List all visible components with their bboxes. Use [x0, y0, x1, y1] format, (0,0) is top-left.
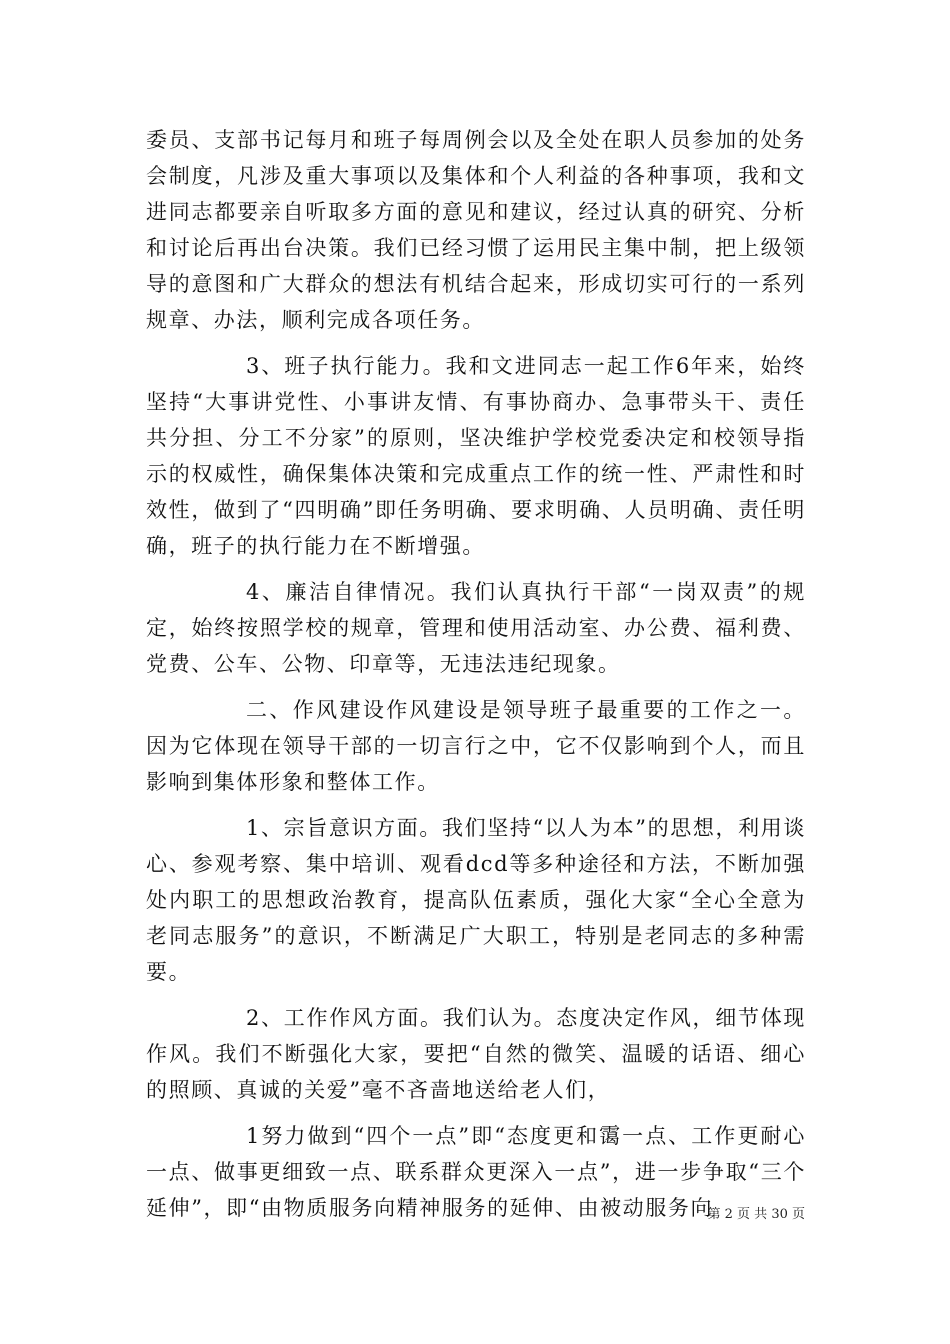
- paragraph-work-style: 2、工作作风方面。我们认为。态度决定作风，细节体现作风。我们不断强化大家，要把“自然的微笑、温暖的话语、细心的照顾、真诚的关爱”毫不吝啬地送给老人们，: [146, 1006, 806, 1102]
- paragraph-work-style-heading: 二、作风建设作风建设是领导班子最重要的工作之一。因为它体现在领导干部的一切言行之中，它不仅影响到个人，而且影响到集体形象和整体工作。: [146, 698, 806, 794]
- page-number-footer: 第 2 页 共 30 页: [707, 1207, 805, 1222]
- paragraph-purpose-awareness: 1、宗旨意识方面。我们坚持“以人为本”的思想，利用谈心、参观考察、集中培训、观看dcd等多种途径和方法，不断加强处内职工的思想政治教育，提高队伍素质，强化大家“全心全意为老同志服务”的意识，不断满足广大职工，特别是老同志的多种需要。: [146, 816, 806, 984]
- paragraph-integrity: 4、廉洁自律情况。我们认真执行干部“一岗双责”的规定，始终按照学校的规章，管理和使用活动室、办公费、福利费、党费、公车、公物、印章等，无违法违纪现象。: [146, 580, 806, 676]
- paragraph-decision-making: 委员、支部书记每月和班子每周例会以及全处在职人员参加的处务会制度，凡涉及重大事项以及集体和个人利益的各种事项，我和文进同志都要亲自听取多方面的意见和建议，经过认真的研究、分析和讨论后再出台决策。我们已经习惯了运用民主集中制，把上级领导的意图和广大群众的想法有机结合起来，形成切实可行的一系列规章、办法，顺利完成各项任务。: [146, 128, 806, 332]
- paragraph-four-points: 1努力做到“四个一点”即“态度更和霭一点、工作更耐心一点、做事更细致一点、联系群众更深入一点”，进一步争取“三个延伸”，即“由物质服务向精神服务的延伸、由被动服务向: [146, 1124, 806, 1220]
- paragraph-execution-ability: 3、班子执行能力。我和文进同志一起工作6年来，始终坚持“大事讲党性、小事讲友情、有事协商办、急事带头干、责任共分担、分工不分家”的原则，坚决维护学校党委决定和校领导指示的权威性，确保集体决策和完成重点工作的统一性、严肃性和时效性，做到了“四明确”即任务明确、要求明确、人员明确、责任明确，班子的执行能力在不断增强。: [146, 354, 806, 558]
- document-body: [146, 122, 806, 1236]
